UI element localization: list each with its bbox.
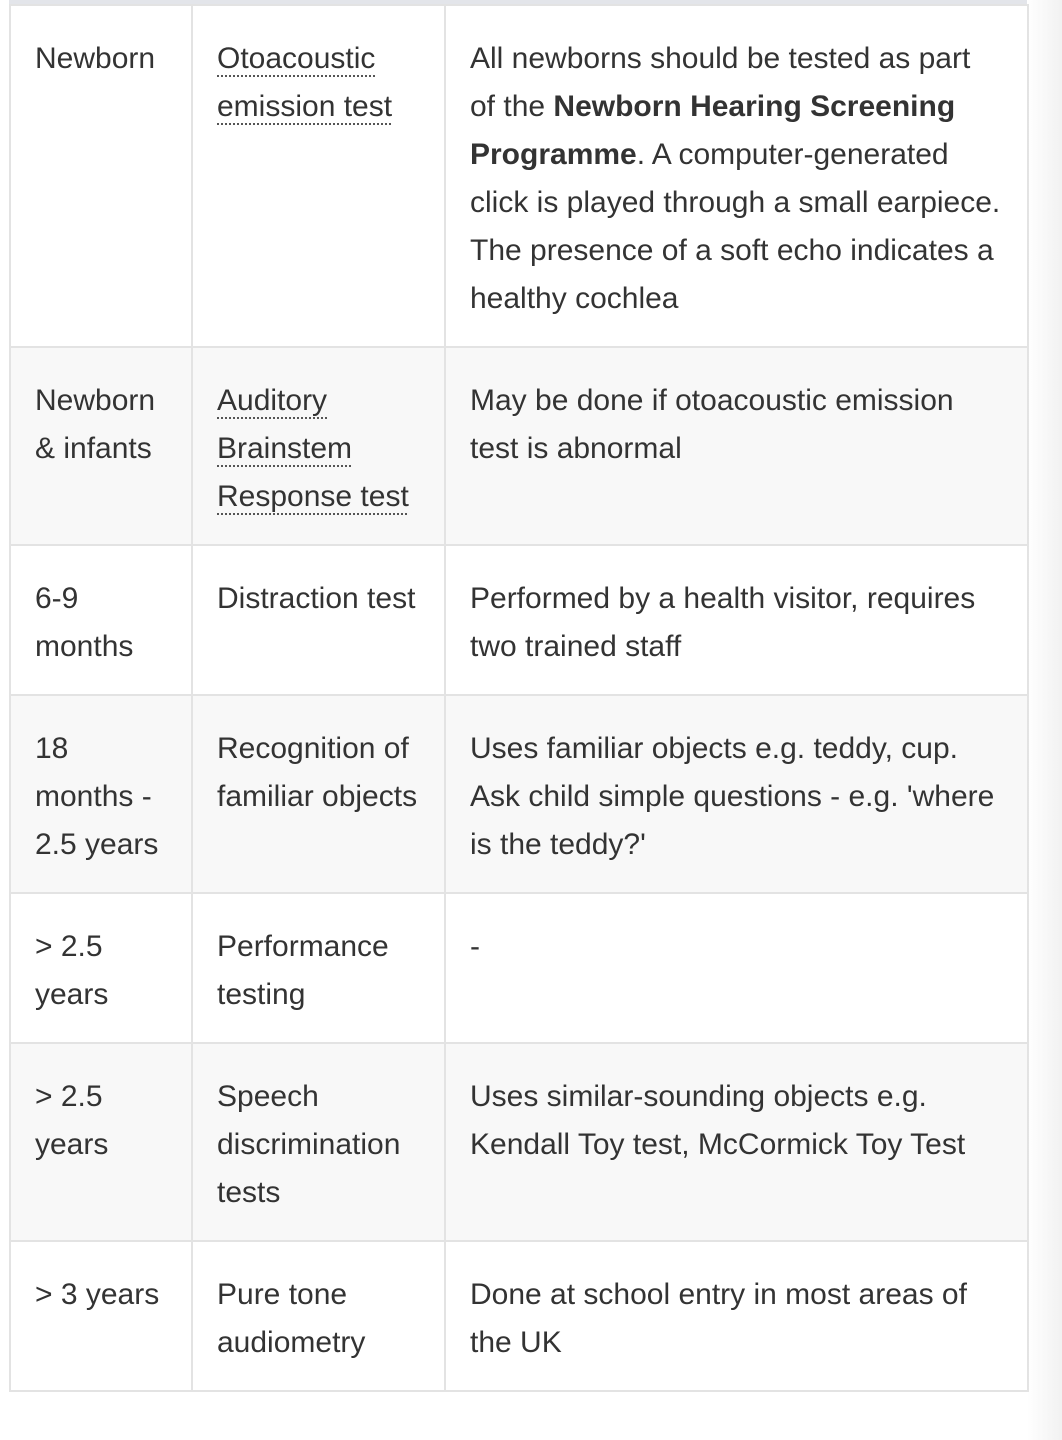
notes-cell xyxy=(445,5,1028,347)
notes-cell: Performed by a health visitor, requires two trained staff xyxy=(445,545,1028,695)
scroll-edge-shadow xyxy=(1027,0,1062,1440)
age-cell: > 2.5 years xyxy=(10,1043,192,1241)
table-row xyxy=(10,695,1028,893)
age-cell: Newborn xyxy=(10,5,192,347)
notes-cell: May be done if otoacoustic emission test is abnormal xyxy=(445,347,1028,545)
test-cell: Pure tone audiometry xyxy=(192,1241,445,1391)
age-cell: 18 months - 2.5 years xyxy=(10,695,192,893)
test-term-link[interactable]: Auditory Brainstem Response test xyxy=(217,384,409,513)
age-cell: > 3 years xyxy=(10,1241,192,1391)
table-row xyxy=(10,347,1028,545)
test-term-link[interactable]: Otoacoustic emission test xyxy=(217,42,393,123)
notes-cell: Done at school entry in most areas of the UK xyxy=(445,1241,1028,1391)
notes-cell: - xyxy=(445,893,1028,1043)
notes-cell: Uses familiar objects e.g. teddy, cup. Ask child simple questions - e.g. 'where is the teddy?' xyxy=(445,695,1028,893)
test-cell xyxy=(192,5,445,347)
table-row xyxy=(10,1241,1028,1391)
table-row xyxy=(10,1043,1028,1241)
notes-text: All newborns should be tested as part of the xyxy=(470,42,971,123)
table-row xyxy=(10,5,1028,347)
notes-text: . A computer-generated click is played through a small earpiece. The presence of a soft echo indicates a healthy cochlea xyxy=(470,138,1001,315)
hearing-tests-table xyxy=(9,4,1029,1392)
test-cell xyxy=(192,347,445,545)
notes-bold-text: Newborn Hearing Screening Programme xyxy=(470,90,956,171)
age-cell: > 2.5 years xyxy=(10,893,192,1043)
hearing-tests-table-container xyxy=(9,0,1027,1392)
age-cell: 6-9 months xyxy=(10,545,192,695)
test-cell: Distraction test xyxy=(192,545,445,695)
table-row xyxy=(10,545,1028,695)
notes-cell: Uses similar-sounding objects e.g. Kendall Toy test, McCormick Toy Test xyxy=(445,1043,1028,1241)
test-cell: Performance testing xyxy=(192,893,445,1043)
table-row xyxy=(10,893,1028,1043)
test-cell: Recognition of familiar objects xyxy=(192,695,445,893)
test-cell: Speech discrimination tests xyxy=(192,1043,445,1241)
age-cell: Newborn & infants xyxy=(10,347,192,545)
